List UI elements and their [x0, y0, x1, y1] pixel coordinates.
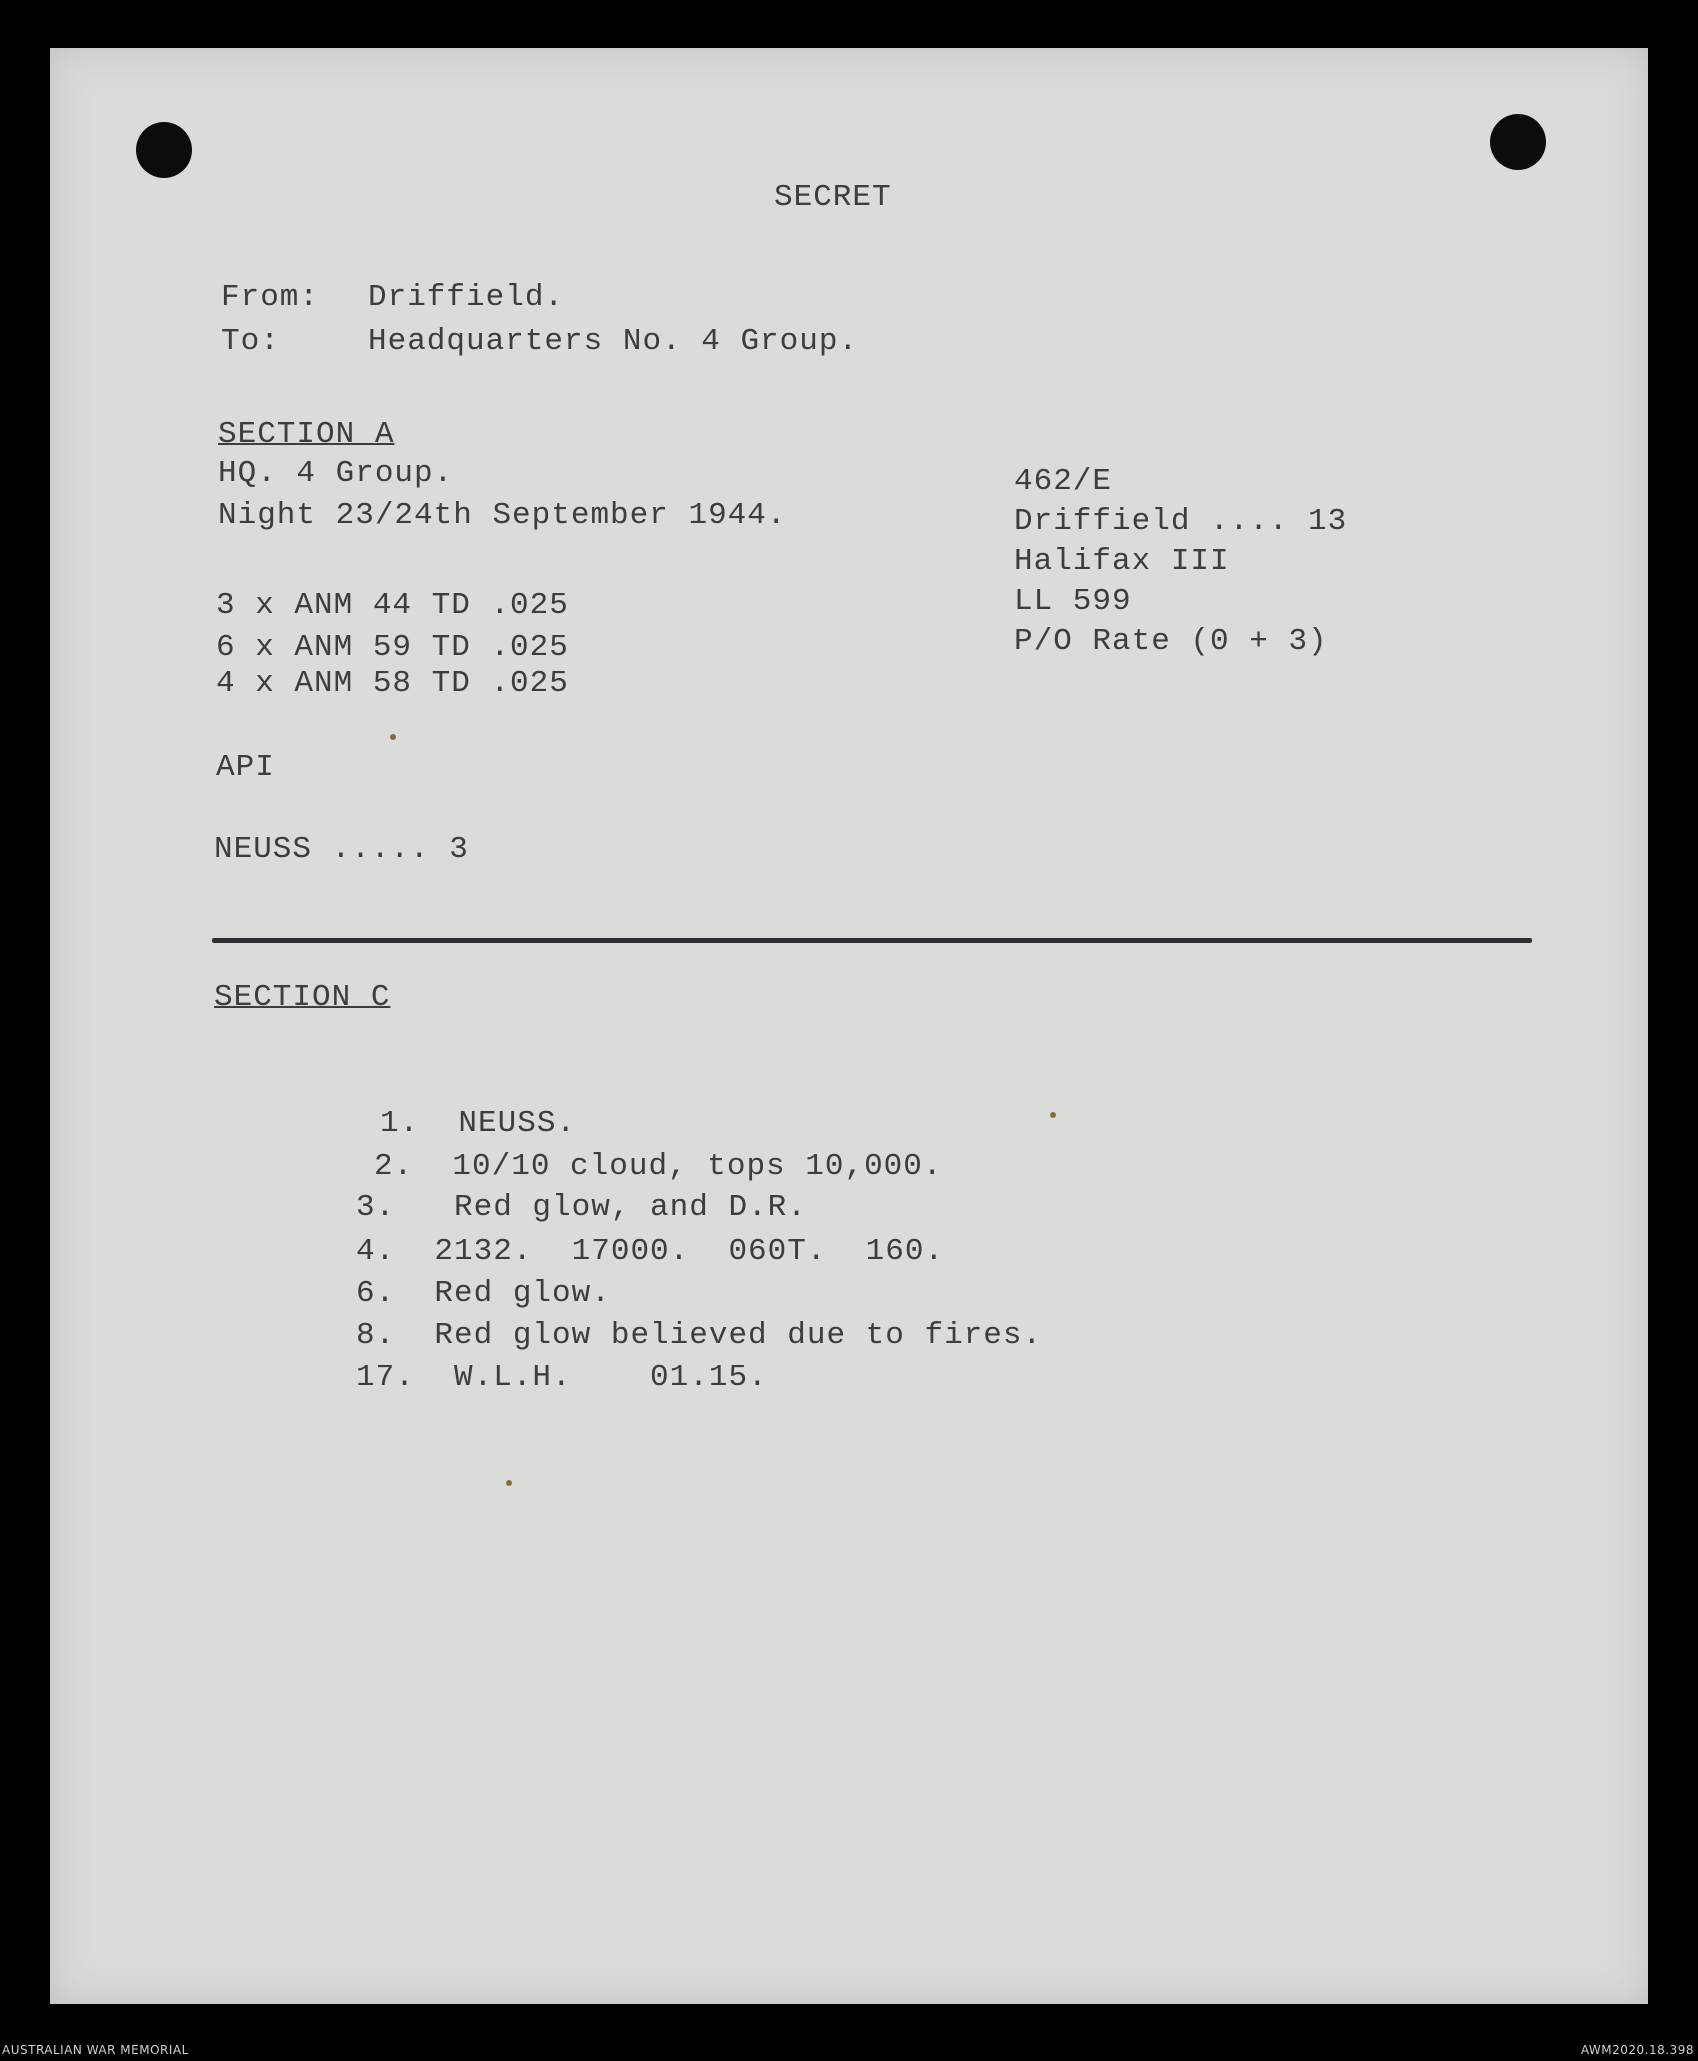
punch-hole-left: [136, 122, 192, 178]
paper-speck: [1050, 1112, 1056, 1118]
section-c-heading: SECTION C: [214, 980, 391, 1015]
target-line: NEUSS ..... 3: [214, 832, 469, 867]
section-c-item-8: 8. Red glow believed due to fires.: [356, 1318, 1043, 1353]
section-a-serial: LL 599: [1014, 584, 1132, 619]
paper-speck: [506, 1480, 512, 1486]
section-a-heading: SECTION A: [218, 417, 395, 452]
api-label: API: [216, 750, 275, 785]
bomb-load-line-1: 3 x ANM 44 TD .025: [216, 588, 569, 623]
section-a-base: Driffield .... 13: [1014, 504, 1348, 539]
bomb-load-line-2: 6 x ANM 59 TD .025: [216, 630, 569, 665]
to-label: To:: [221, 324, 280, 359]
section-c-item-3: 3. Red glow, and D.R.: [356, 1190, 807, 1225]
punch-hole-right: [1490, 114, 1546, 170]
section-c-item-2: 2. 10/10 cloud, tops 10,000.: [374, 1149, 943, 1184]
from-value: Driffield.: [368, 280, 565, 315]
from-label: From:: [221, 280, 320, 315]
paper-speck: [390, 734, 396, 740]
bomb-load-line-3: 4 x ANM 58 TD .025: [216, 666, 569, 701]
section-a-date: Night 23/24th September 1944.: [218, 498, 787, 533]
section-c-item-1: 1. NEUSS.: [380, 1106, 577, 1141]
section-c-item-4: 4. 2132. 17000. 060T. 160.: [356, 1234, 945, 1269]
section-c-item-17: 17. W.L.H. 01.15.: [356, 1360, 768, 1395]
section-c-item-6: 6. Red glow.: [356, 1276, 611, 1311]
classification-heading: SECRET: [774, 180, 892, 215]
archive-reference: AWM2020.18.398: [1580, 2043, 1694, 2057]
section-a-captain: P/O Rate (0 + 3): [1014, 624, 1328, 659]
section-a-unit: HQ. 4 Group.: [218, 456, 454, 491]
document-page: [50, 48, 1648, 2004]
archive-credit: AUSTRALIAN WAR MEMORIAL: [2, 2043, 189, 2057]
section-divider: [212, 938, 1532, 943]
section-a-squadron: 462/E: [1014, 464, 1113, 499]
to-value: Headquarters No. 4 Group.: [368, 324, 859, 359]
section-a-aircraft-type: Halifax III: [1014, 544, 1230, 579]
